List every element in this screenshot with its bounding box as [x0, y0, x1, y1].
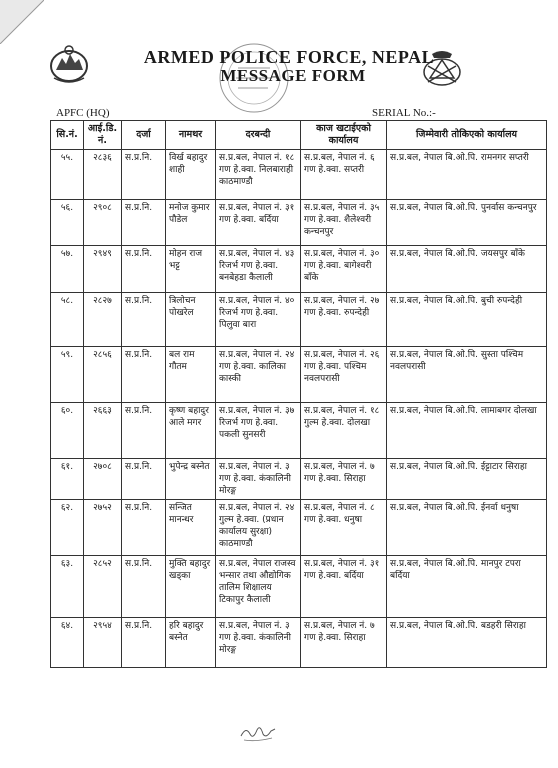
table-row [51, 403, 547, 459]
column-header: सि.नं. [51, 121, 84, 150]
table-row [51, 150, 547, 200]
rank-cell: स.प्र.नि. [122, 200, 166, 246]
office-label: APFC (HQ) [56, 107, 110, 119]
name-cell: कृष्ण बहादुर आले मगर [166, 403, 216, 459]
assigned-office-cell: स.प्र.बल, नेपाल बि.ओ.पि. ईनर्वा धनुषा [387, 500, 547, 556]
form-title: MESSAGE FORM [220, 66, 366, 85]
name-cell: मुक्ति बहादुर खड्का [166, 556, 216, 618]
name-cell: बल राम गौतम [166, 347, 216, 403]
serial-number-cell: ५८. [51, 293, 84, 347]
assigned-office-cell: स.प्र.बल, नेपाल बि.ओ.पि. पुनर्वास कन्चनपुर [387, 200, 547, 246]
deputed-office-cell: स.प्र.बल, नेपाल नं. २७ गण हे.क्वा. रुपन्देही [301, 293, 387, 347]
employee-id-cell: २६६३ [84, 403, 122, 459]
assigned-office-cell: स.प्र.बल, नेपाल बि.ओ.पि. मानपुर टपरा बर्दिया [387, 556, 547, 618]
assigned-office-cell: स.प्र.बल, नेपाल बि.ओ.पि. सुस्ता पश्चिम नवलपरासी [387, 347, 547, 403]
rank-cell: स.प्र.नि. [122, 459, 166, 500]
rank-cell: स.प्र.नि. [122, 293, 166, 347]
table-row [51, 500, 547, 556]
document-title: ARMED POLICE FORCE, NEPAL [143, 47, 435, 67]
rank-cell: स.प्र.नि. [122, 246, 166, 293]
current-post-cell: स.प्र.बल, नेपाल नं. ४३ रिजर्भ गण हे.क्वा. बनबेहडा कैलाली [216, 246, 301, 293]
assigned-office-cell: स.प्र.बल, नेपाल बि.ओ.पि. लामाबगर दोलखा [387, 403, 547, 459]
serial-number-cell: ६१. [51, 459, 84, 500]
employee-id-cell: २८५६ [84, 347, 122, 403]
deputed-office-cell: स.प्र.बल, नेपाल नं. ३५ गण हे.क्वा. शैलेश्वरी कन्चनपुर [301, 200, 387, 246]
current-post-cell: स.प्र.बल, नेपाल नं. १८ गण हे.क्वा. निलबाराही काठमाण्डौ [216, 150, 301, 200]
rank-cell: स.प्र.नि. [122, 150, 166, 200]
serial-number-cell: ६३. [51, 556, 84, 618]
rank-cell: स.प्र.नि. [122, 556, 166, 618]
employee-id-cell: २७०८ [84, 459, 122, 500]
deputed-office-cell: स.प्र.बल, नेपाल नं. ८ गण हे.क्वा. धनुषा [301, 500, 387, 556]
current-post-cell: स.प्र.बल, नेपाल राजस्व भन्सार तथा औद्योगिक तालिम शिक्षालय टिकापुर कैलाली [216, 556, 301, 618]
deputed-office-cell: स.प्र.बल, नेपाल नं. ७ गण हे.क्वा. सिराहा [301, 618, 387, 668]
column-header: नामथर [166, 121, 216, 150]
current-post-cell: स.प्र.बल, नेपाल नं. ३७ रिजर्भ गण हे.क्वा. पकली सुनसरी [216, 403, 301, 459]
employee-id-cell: २८५२ [84, 556, 122, 618]
current-post-cell: स.प्र.बल, नेपाल नं. २४ गण हे.क्वा. कालिका कास्की [216, 347, 301, 403]
current-post-cell: स.प्र.बल, नेपाल नं. ३१ गण हे.क्वा. बर्दिया [216, 200, 301, 246]
current-post-cell: स.प्र.बल, नेपाल नं. २४ गुल्म हे.क्वा. (प्रधान कार्यालय सुरक्षा) काठमाण्डौ [216, 500, 301, 556]
rank-cell: स.प्र.नि. [122, 618, 166, 668]
assigned-office-cell: स.प्र.बल, नेपाल बि.ओ.पि. ईट्टाटार सिराहा [387, 459, 547, 500]
column-header: दर्जा [122, 121, 166, 150]
deputed-office-cell: स.प्र.बल, नेपाल नं. ६ गण हे.क्वा. सप्तरी [301, 150, 387, 200]
table-row [51, 618, 547, 668]
serial-number-cell: ५५. [51, 150, 84, 200]
name-cell: विर्ख बहादुर शाही [166, 150, 216, 200]
rank-cell: स.प्र.नि. [122, 403, 166, 459]
current-post-cell: स.प्र.बल, नेपाल नं. ४० रिजर्भ गण हे.क्वा. पिलुवा बारा [216, 293, 301, 347]
name-cell: मनोज कुमार पौडेल [166, 200, 216, 246]
folded-corner [0, 0, 44, 44]
deputed-office-cell: स.प्र.बल, नेपाल नं. ७ गण हे.क्वा. सिराहा [301, 459, 387, 500]
table-row [51, 459, 547, 500]
rank-cell: स.प्र.नि. [122, 500, 166, 556]
serial-number-cell: ६४. [51, 618, 84, 668]
deputed-office-cell: स.प्र.बल, नेपाल नं. ३१ गण हे.क्वा. बर्दिया [301, 556, 387, 618]
assigned-office-cell: स.प्र.बल, नेपाल बि.ओ.पि. जयसपुर बाँके [387, 246, 547, 293]
serial-label: SERIAL No.:- [372, 107, 436, 119]
name-cell: मोहन राज भट्ट [166, 246, 216, 293]
assigned-office-cell: स.प्र.बल, नेपाल बि.ओ.पि. रामनगर सप्तरी [387, 150, 547, 200]
rank-cell: स.प्र.नि. [122, 347, 166, 403]
column-header: आई.डि. नं. [84, 121, 122, 150]
name-cell: सन्जित मानन्धर [166, 500, 216, 556]
name-cell: हरि बहादुर बस्नेत [166, 618, 216, 668]
transfer-table [50, 120, 547, 668]
table-header-row [51, 121, 547, 150]
name-cell: त्रिलोचन पोखरेल [166, 293, 216, 347]
column-header: जिम्मेवारी तोकिएको कार्यालय [387, 121, 547, 150]
table-row [51, 293, 547, 347]
column-header: दरबन्दी [216, 121, 301, 150]
serial-number-cell: ५७. [51, 246, 84, 293]
deputed-office-cell: स.प्र.बल, नेपाल नं. ३० गण हे.क्वा. बागेश्वरी बाँके [301, 246, 387, 293]
table-row [51, 347, 547, 403]
column-header: काज खटाईएको कार्यालय [301, 121, 387, 150]
serial-number-cell: ५९. [51, 347, 84, 403]
assigned-office-cell: स.प्र.बल, नेपाल बि.ओ.पि. बुची रुपन्देही [387, 293, 547, 347]
current-post-cell: स.प्र.बल, नेपाल नं. ३ गण हे.क्वा. कंकालिनी मोरङ्ग [216, 459, 301, 500]
table-row [51, 200, 547, 246]
serial-number-cell: ६२. [51, 500, 84, 556]
serial-number-cell: ५६. [51, 200, 84, 246]
employee-id-cell: २८२७ [84, 293, 122, 347]
table-row [51, 556, 547, 618]
employee-id-cell: २९५४ [84, 618, 122, 668]
current-post-cell: स.प्र.बल, नेपाल नं. ३ गण हे.क्वा. कंकालिनी मोरङ्ग [216, 618, 301, 668]
serial-number-cell: ६०. [51, 403, 84, 459]
table-row [51, 246, 547, 293]
employee-id-cell: २८३६ [84, 150, 122, 200]
deputed-office-cell: स.प्र.बल, नेपाल नं. १८ गुल्म हे.क्वा. दोलखा [301, 403, 387, 459]
assigned-office-cell: स.प्र.बल, नेपाल बि.ओ.पि. बडहरी सिराहा [387, 618, 547, 668]
employee-id-cell: २९०८ [84, 200, 122, 246]
employee-id-cell: २७५२ [84, 500, 122, 556]
employee-id-cell: २९४९ [84, 246, 122, 293]
signature [238, 722, 278, 744]
name-cell: भुपेन्द्र बस्नेत [166, 459, 216, 500]
deputed-office-cell: स.प्र.बल, नेपाल नं. २६ गण हे.क्वा. पश्चिम नवलपरासी [301, 347, 387, 403]
